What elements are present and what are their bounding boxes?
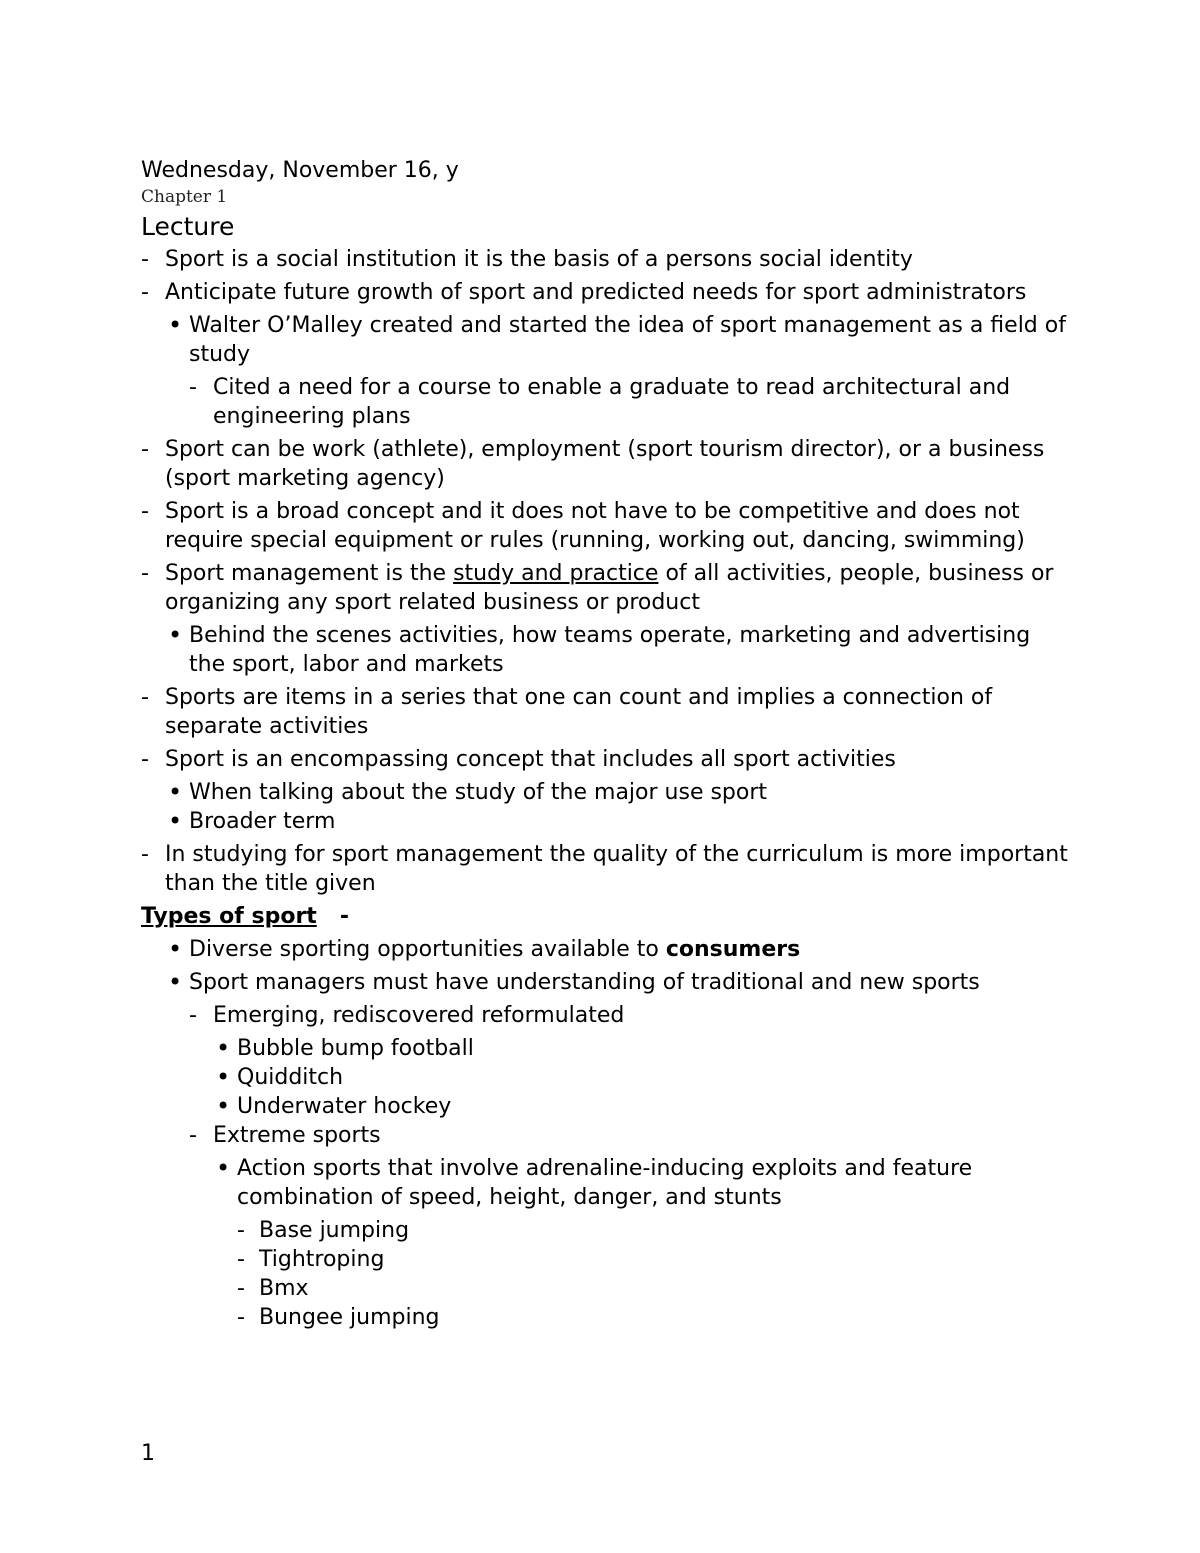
list-item: • Walter O’Malley created and started the idea of sport management as a field of study - Cited a need for a course to enable a graduate to read architectural and engineering plans [165,311,1071,431]
lecture-date: Wednesday, November 16, y [141,158,459,183]
list-item: - Bmx [237,1274,1071,1303]
emerging-list [213,1034,1071,1121]
page-number: 1 [141,1441,155,1466]
sub-list [189,1001,1071,1332]
list-item: - Anticipate future growth of sport and predicted needs for sport administrators • Walter O’Malley created and started the idea of sport management as a field of study - Cited a need for a course to enable a graduate to read architectural and engineering plans [141,278,1071,431]
list-item: - Sport can be work (athlete), employment (sport tourism director), or a business (sport marketing agency) [141,435,1071,493]
list-item: - Extreme sports • Action sports that involve adrenaline-inducing exploits and feature combination of speed, height, danger, and stunts - Base jumping - Tightroping - Bmx - Bungee jumping [189,1121,1071,1332]
list-item: - Sport is a social institution it is the basis of a persons social identity [141,245,1071,274]
section-heading-types: Types of sport - [141,904,349,929]
extreme-examples [237,1216,1071,1332]
list-item: - Base jumping [237,1216,1071,1245]
list-item: - Sport is an encompassing concept that includes all sport activities • When talking about the study of the major use sport • Broader term [141,745,1071,836]
sub-list [165,311,1071,431]
list-item: • When talking about the study of the major use sport [165,778,1071,807]
sub-list [189,373,1071,431]
types-list [165,935,1071,1332]
document-content [141,157,1071,1336]
list-item: • Broader term [165,807,1071,836]
lecture-list [141,245,1071,898]
list-item: • Bubble bump football [213,1034,1071,1063]
list-item: - Bungee jumping [237,1303,1071,1332]
section-heading-lecture: Lecture [141,212,235,241]
list-item: - In studying for sport management the quality of the curriculum is more important than the title given [141,840,1071,898]
list-item: - Tightroping [237,1245,1071,1274]
list-item: - Cited a need for a course to enable a graduate to read architectural and engineering plans [189,373,1071,431]
sub-list [165,778,1071,836]
list-item: • Underwater hockey [213,1092,1071,1121]
chapter-label: Chapter 1 [141,187,228,207]
extreme-list [213,1154,1071,1332]
list-item: - Sport is a broad concept and it does not have to be competitive and does not require special equipment or rules (running, working out, dancing, swimming) [141,497,1071,555]
list-item: • Behind the scenes activities, how teams operate, marketing and advertising the sport, labor and markets [165,621,1071,679]
underlined-phrase: study and practice [453,561,659,586]
sub-list [165,621,1071,679]
list-item: • Action sports that involve adrenaline-inducing exploits and feature combination of speed, height, danger, and stunts - Base jumping - Tightroping - Bmx - Bungee jumping [213,1154,1071,1332]
list-item: - Emerging, rediscovered reformulated • Bubble bump football • Quidditch • Underwater hockey [189,1001,1071,1121]
list-item: • Diverse sporting opportunities available to consumers [165,935,1071,964]
list-item: • Sport managers must have understanding of traditional and new sports - Emerging, rediscovered reformulated • Bubble bump football • Quidditch • Underwater hockey - Extreme sports • Action sports that involve adrenaline-inducing exploits and feature combination of speed, height, danger, and stunts - Base jumping - Tightroping - Bmx - Bungee jumping [165,968,1071,1332]
list-item: - Sports are items in a series that one can count and implies a connection of separate activities [141,683,1071,741]
list-item: - Sport management is the study and practice of all activities, people, business or organizing any sport related business or product • Behind the scenes activities, how teams operate, marketing and advertising the sport, labor and markets [141,559,1071,679]
list-item: • Quidditch [213,1063,1071,1092]
